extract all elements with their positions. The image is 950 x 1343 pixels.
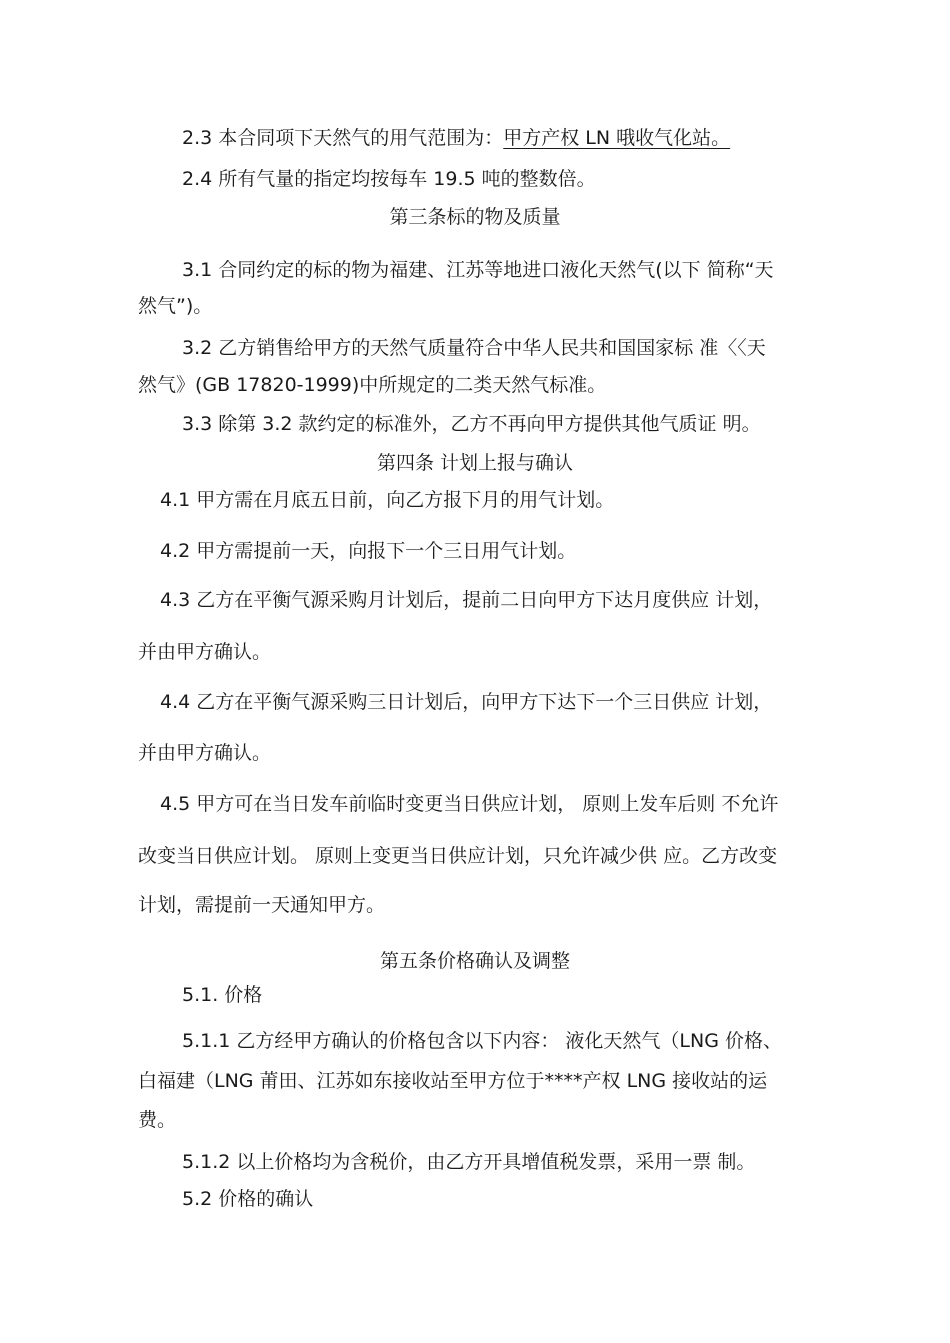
clause-3-1: 3.1 合同约定的标的物为福建、江苏等地进口液化天然气(以下 简称“天 bbox=[182, 259, 774, 281]
clause-2-4: 2.4 所有气量的指定均按每车 19.5 吨的整数倍。 bbox=[182, 168, 596, 190]
clause-2-3-text: 2.3 本合同项下天然气的用气范围为： bbox=[182, 127, 504, 149]
section-heading-4: 第四条 计划上报与确认 bbox=[376, 452, 574, 474]
clause-4-5-continued-2: 计划，需提前一天通知甲方。 bbox=[138, 894, 386, 916]
clause-4-3: 4.3 乙方在平衡气源采购月计划后，提前二日向甲方下达月度供应 计划， bbox=[160, 589, 773, 611]
clause-5-1: 5.1. 价格 bbox=[182, 984, 263, 1006]
clause-4-5: 4.5 甲方可在当日发车前临时变更当日供应计划， 原则上发车后则 不允许 bbox=[160, 793, 779, 815]
clause-2-3-underlined: 甲方产权 LN 哦收气化站。 bbox=[503, 127, 731, 149]
clause-5-1-2: 5.1.2 以上价格均为含税价，由乙方开具增值税发票，采用一票 制。 bbox=[182, 1151, 756, 1173]
clause-4-4-continued: 并由甲方确认。 bbox=[138, 742, 272, 764]
clause-3-3: 3.3 除第 3.2 款约定的标准外，乙方不再向甲方提供其他气质证 明。 bbox=[182, 413, 761, 435]
section-heading-3: 第三条标的物及质量 bbox=[389, 206, 561, 228]
clause-3-1-continued: 然气”)。 bbox=[138, 295, 213, 317]
clause-3-2: 3.2 乙方销售给甲方的天然气质量符合中华人民共和国国家标 准〈〈天 bbox=[182, 337, 766, 359]
clause-5-1-1: 5.1.1 乙方经甲方确认的价格包含以下内容： 液化天然气（LNG 价格、 bbox=[182, 1030, 782, 1052]
clause-5-1-1-continued-2: 费。 bbox=[138, 1109, 177, 1131]
clause-4-4: 4.4 乙方在平衡气源采购三日计划后，向甲方下达下一个三日供应 计划， bbox=[160, 691, 773, 713]
clause-2-3 bbox=[182, 124, 730, 152]
clause-4-3-continued: 并由甲方确认。 bbox=[138, 641, 272, 663]
section-heading-5: 第五条价格确认及调整 bbox=[379, 950, 570, 972]
clause-5-1-1-continued-1: 白福建（LNG 莆田、江苏如东接收站至甲方位于****产权 LNG 接收站的运 bbox=[138, 1070, 768, 1092]
clause-4-2: 4.2 甲方需提前一天，向报下一个三日用气计划。 bbox=[160, 540, 577, 562]
clause-4-5-continued-1: 改变当日供应计划。 原则上变更当日供应计划，只允许减少供 应。乙方改变 bbox=[138, 845, 778, 867]
clause-3-2-continued: 然气》(GB 17820-1999)中所规定的二类天然气标准。 bbox=[138, 374, 607, 396]
clause-4-1: 4.1 甲方需在月底五日前，向乙方报下月的用气计划。 bbox=[160, 489, 615, 511]
clause-5-2: 5.2 价格的确认 bbox=[182, 1188, 314, 1210]
